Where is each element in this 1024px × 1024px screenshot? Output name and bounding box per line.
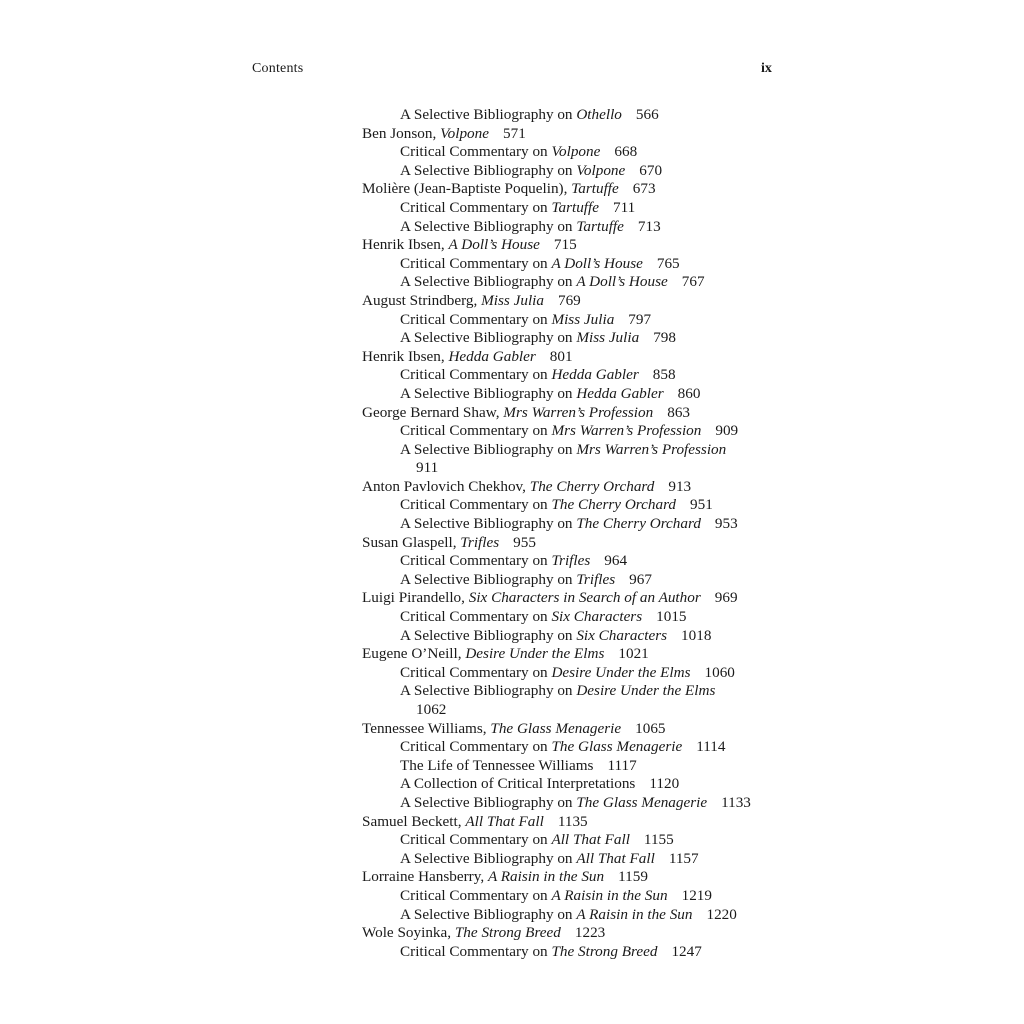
toc-entry-sub [362, 366, 792, 385]
entry-title: A Raisin in the Sun [576, 905, 693, 923]
toc-entry-sub [362, 422, 792, 441]
entry-page-number: 566 [635, 106, 659, 123]
entry-page-number: 1018 [681, 626, 712, 644]
entry-prefix: Critical Commentary on [400, 831, 552, 849]
entry-title: The Glass Menagerie [576, 793, 708, 811]
entry-title: Tartuffe [551, 198, 599, 216]
entry-title: Trifles [460, 533, 500, 551]
entry-page-number: 953 [714, 515, 738, 533]
entry-prefix: A Selective Bibliography on [400, 329, 577, 347]
entry-prefix: Samuel Beckett, [362, 812, 466, 830]
entry-page-number: 798 [653, 329, 676, 347]
toc-entry-sub [362, 273, 792, 292]
entry-title: The Strong Breed [454, 924, 561, 942]
toc-entry-sub [362, 218, 792, 237]
entry-title: Mrs Warren’s Profession [503, 403, 654, 421]
entry-page-number: 1223 [574, 924, 606, 942]
entry-prefix: A Selective Bibliography on [400, 384, 577, 402]
entry-title: Desire Under the Elms [576, 682, 716, 700]
entry-page-number: 1120 [649, 775, 680, 793]
entry-title: Six Characters in Search of an Author [468, 589, 701, 607]
entry-title: Tartuffe [576, 217, 624, 235]
entry-prefix: Wole Soyinka, [362, 924, 455, 942]
toc-entry-play [362, 589, 792, 608]
entry-title: The Cherry Orchard [529, 477, 655, 495]
toc-entry-play [362, 924, 792, 943]
entry-page-number: 797 [628, 310, 652, 328]
toc-entry-play [362, 813, 792, 832]
entry-page-number: 801 [549, 347, 573, 365]
entry-prefix: Susan Glaspell, [362, 533, 461, 551]
toc-entry-play [362, 348, 792, 367]
entry-title: Miss Julia [576, 329, 640, 347]
entry-prefix: Critical Commentary on [400, 886, 552, 904]
toc-entry-play [362, 645, 792, 664]
entry-page-number: 860 [677, 384, 701, 402]
entry-page-number: 858 [652, 366, 676, 384]
entry-title: A Doll’s House [551, 254, 643, 272]
toc-entry-sub [362, 943, 792, 962]
entry-page-number: 673 [632, 180, 656, 198]
entry-prefix: A Selective Bibliography on [400, 273, 577, 291]
toc-entry-play [362, 868, 792, 887]
toc-entry-sub [362, 199, 792, 218]
entry-page-number: 670 [639, 161, 663, 179]
toc-entry-sub [362, 496, 792, 515]
toc-entry-sub [362, 608, 792, 627]
running-head: Contents [252, 61, 304, 76]
entry-prefix: A Selective Bibliography on [400, 570, 577, 588]
entry-page-number: 1157 [668, 849, 699, 867]
entry-page-number: 951 [690, 496, 713, 514]
entry-prefix: Critical Commentary on [400, 663, 552, 681]
entry-prefix: A Selective Bibliography on [400, 515, 577, 533]
entry-prefix: Anton Pavlovich Chekhov, [362, 477, 530, 495]
entry-prefix: Critical Commentary on [400, 496, 552, 514]
entry-page-number: 964 [604, 552, 628, 570]
entry-prefix: Ben Jonson, [362, 124, 441, 142]
entry-title: All That Fall [576, 849, 655, 867]
entry-prefix: Critical Commentary on [400, 942, 552, 960]
entry-prefix: A Selective Bibliography on [400, 161, 577, 179]
entry-title: Six Characters [576, 626, 668, 644]
entry-title: All That Fall [551, 831, 630, 849]
toc-entry-sub [362, 794, 792, 813]
entry-prefix: Luigi Pirandello, [362, 589, 469, 607]
entry-title: The Glass Menagerie [490, 719, 622, 737]
entry-page-number: 955 [513, 533, 536, 551]
entry-page-number: 1220 [706, 905, 737, 923]
entry-page-number: 1219 [681, 886, 712, 904]
toc-entry-sub [362, 441, 776, 478]
toc-entry-play [362, 404, 792, 423]
entry-title: Hedda Gabler [448, 347, 536, 365]
entry-prefix: Critical Commentary on [400, 198, 552, 216]
entry-prefix: Critical Commentary on [400, 422, 552, 440]
toc-entry-sub [362, 850, 792, 869]
page-number: ix [761, 61, 772, 76]
entry-title: A Doll’s House [576, 273, 668, 291]
entry-title: A Raisin in the Sun [551, 886, 668, 904]
entry-title: The Cherry Orchard [551, 496, 677, 514]
entry-title: Hedda Gabler [551, 366, 639, 384]
entry-page-number: 1021 [618, 645, 649, 663]
entry-page-number: 1159 [618, 868, 648, 886]
toc-entry-sub [362, 311, 792, 330]
entry-title: A Raisin in the Sun [487, 868, 605, 886]
entry-title: All That Fall [465, 812, 544, 830]
entry-title: Volpone [576, 161, 626, 179]
toc-entry-sub [362, 143, 792, 162]
entry-prefix: The Life of Tennessee Williams [400, 756, 594, 774]
entry-page-number: 969 [714, 589, 738, 607]
entry-page-number: 1062 [416, 701, 447, 718]
toc-entry-sub [362, 664, 792, 683]
entry-page-number: 1114 [696, 738, 726, 756]
entry-prefix: Critical Commentary on [400, 143, 552, 161]
toc-entry-sub [362, 682, 776, 719]
entry-prefix: Critical Commentary on [400, 552, 552, 570]
entry-title: Miss Julia [551, 310, 615, 328]
entry-page-number: 1135 [557, 812, 588, 830]
toc-entry-play [362, 478, 792, 497]
entry-page-number: 571 [503, 124, 526, 142]
entry-page-number: 1117 [607, 756, 637, 774]
entry-prefix: Henrik Ibsen, [362, 236, 449, 254]
entry-title: A Doll’s House [448, 236, 540, 254]
toc-entry-sub [362, 329, 792, 348]
entry-prefix: George Bernard Shaw, [362, 403, 504, 421]
toc-entry-sub [362, 255, 792, 274]
entry-page-number: 668 [614, 143, 638, 161]
entry-page-number: 769 [557, 291, 581, 309]
entry-page-number: 711 [613, 198, 636, 216]
entry-page-number: 863 [667, 403, 690, 421]
entry-title: Mrs Warren’s Profession [551, 422, 702, 440]
entry-prefix: Critical Commentary on [400, 608, 552, 626]
entry-prefix: Critical Commentary on [400, 366, 552, 384]
entry-title: The Cherry Orchard [576, 515, 701, 533]
toc-entry-play [362, 534, 792, 553]
toc-entry-sub [362, 552, 792, 571]
toc-entry-play [362, 292, 792, 311]
entry-title: Volpone [551, 143, 601, 161]
entry-page-number: 1247 [671, 942, 702, 960]
entry-prefix: A Selective Bibliography on [400, 793, 577, 811]
toc-entry-sub [362, 385, 792, 404]
entry-title: Trifles [551, 552, 591, 570]
entry-title: Six Characters [551, 608, 643, 626]
entry-page-number: 909 [715, 422, 739, 440]
entry-prefix: A Selective Bibliography on [400, 626, 577, 644]
entry-title: The Strong Breed [551, 942, 658, 960]
toc-entry-play [362, 125, 792, 144]
toc-entry-sub [362, 831, 792, 850]
entry-prefix: Critical Commentary on [400, 738, 552, 756]
toc-entry-sub [362, 515, 792, 534]
entry-page-number: 1155 [643, 831, 674, 849]
entry-prefix: Critical Commentary on [400, 310, 552, 328]
entry-prefix: A Selective Bibliography on [400, 849, 577, 867]
entry-page-number: 1060 [704, 663, 735, 681]
entry-prefix: A Selective Bibliography on [400, 905, 577, 923]
entry-page-number: 767 [681, 273, 705, 291]
entry-prefix: Tennessee Williams, [362, 719, 491, 737]
toc-entry-play [362, 180, 792, 199]
entry-prefix: August Strindberg, [362, 291, 482, 309]
toc-entry-sub [362, 738, 792, 757]
entry-title: Desire Under the Elms [551, 663, 691, 681]
entry-page-number: 715 [553, 236, 577, 254]
entry-page-number: 765 [656, 254, 680, 272]
entry-title: Hedda Gabler [576, 384, 664, 402]
entry-prefix: A Selective Bibliography on [400, 682, 577, 700]
entry-prefix: A Selective Bibliography on [400, 440, 577, 458]
toc-entry-sub [362, 775, 792, 794]
toc-entry-sub [362, 906, 792, 925]
table-of-contents [362, 106, 792, 961]
entry-title: Mrs Warren’s Profession [576, 440, 727, 458]
entry-title: Volpone [440, 124, 489, 142]
entry-title: Miss Julia [481, 291, 544, 309]
entry-page-number: 1015 [656, 608, 687, 626]
entry-page-number: 1133 [721, 793, 751, 811]
entry-title: Tartuffe [571, 180, 619, 198]
entry-page-number: 967 [629, 570, 652, 588]
entry-prefix: Henrik Ibsen, [362, 347, 449, 365]
toc-entry-sub [362, 106, 792, 125]
entry-prefix: A Collection of Critical Interpretations [400, 775, 636, 793]
toc-entry-sub [362, 162, 792, 181]
toc-entry-sub [362, 571, 792, 590]
toc-entry-sub [362, 627, 792, 646]
entry-prefix: A Selective Bibliography on [400, 106, 577, 123]
entry-prefix: Critical Commentary on [400, 254, 552, 272]
toc-entry-play [362, 720, 792, 739]
entry-page-number: 713 [637, 217, 661, 235]
entry-title: Trifles [576, 570, 616, 588]
entry-prefix: Lorraine Hansberry, [362, 868, 488, 886]
entry-page-number: 911 [416, 459, 439, 477]
entry-page-number: 913 [668, 477, 692, 495]
entry-prefix: A Selective Bibliography on [400, 217, 577, 235]
entry-title: Othello [576, 106, 622, 123]
entry-title: The Glass Menagerie [551, 738, 683, 756]
entry-prefix: Molière (Jean-Baptiste Poquelin), [362, 180, 572, 198]
entry-title: Desire Under the Elms [465, 645, 605, 663]
toc-entry-sub [362, 757, 792, 776]
toc-entry-play [362, 236, 792, 255]
entry-page-number: 1065 [635, 719, 666, 737]
entry-prefix: Eugene O’Neill, [362, 645, 466, 663]
toc-entry-sub [362, 887, 792, 906]
